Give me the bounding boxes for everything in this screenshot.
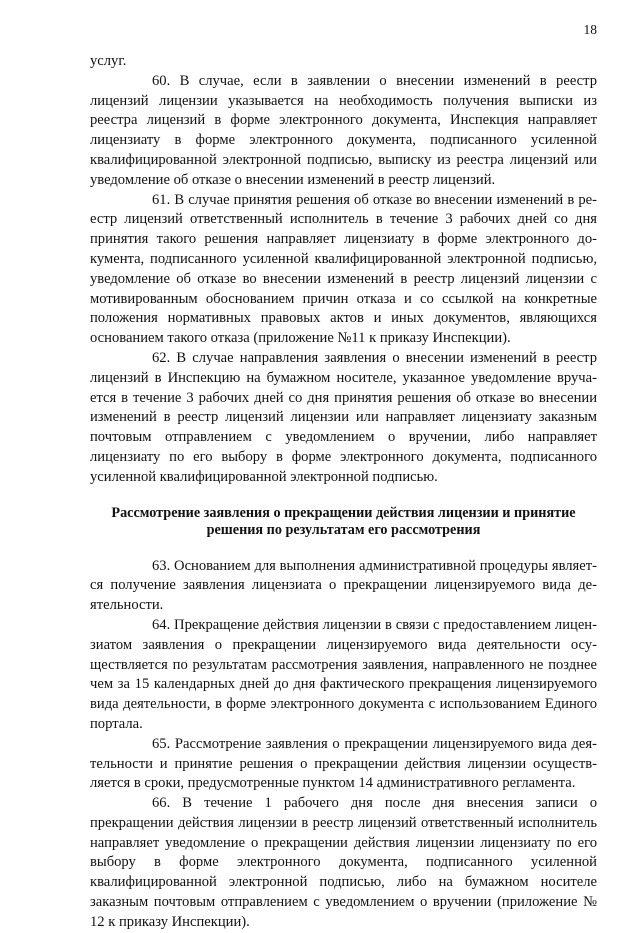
paragraph-63: 63. Основанием для выполнения административной процедуры является получение заявления лицензиата о прекращении лицензируемого вида деятельности. [90, 557, 597, 614]
paragraph-65: 65. Рассмотрение заявления о прекращении лицензируемого вида деятельности и принятие решения о прекращении действия лицензии осуществляется в сроки, предусмотренные пунктом 14 административного регламента. [90, 735, 597, 792]
paragraph-60: 60. В случае, если в заявлении о внесении изменений в реестр лицензий лицензии указывается на необходимость получения выписки из реестра лицензий в форме электронного документа, Инспекция направляет лицензиату в форме электронного документа, подписанного усиленной квалифицированной электронной подписью, выписку из реестра лицензий или уведомление об отказе о внесении изменений в реестр лицензий. [90, 72, 597, 188]
paragraph-66: 66. В течение 1 рабочего дня после дня внесения записи о прекращении действия лицензии в реестр лицензий ответственный исполнитель направляет уведомление о прекращении действия лицензии лицензиату по его выбору в форме электронного документа, подписанного усиленной квалифицированной электронной подписью, либо на бумажном носителе заказным почтовым отправлением с уведомлением о вручении (приложение № 12 к приказу Инспекции). [90, 795, 597, 930]
paragraph-61: 61. В случае принятия решения об отказе во внесении изменений в реестр лицензий ответственный исполнитель в течение 3 рабочих дней со дня принятия такого решения направляет лицензиату в форме электронного документа, подписанного усиленной квалифицированной электронной подписью, уведомление об отказе во внесении изменений в реестр лицензий лицензии с мотивированным обоснованием причин отказа и со ссылкой на конкретные положения нормативных правовых актов и иных документов, являющихся основанием такого отказа (приложение №11 к приказу Инспекции). [90, 191, 597, 347]
paragraph-64: 64. Прекращение действия лицензии в связи с предоставлением лицензиатом заявления о прекращении лицензируемого вида деятельности осуществляется по результатам рассмотрения заявления, направленного не позднее чем за 15 календарных дней до дня фактического прекращения лицензируемого вида деятельности, в форме электронного документа с использованием Единого портала. [90, 616, 597, 732]
paragraph-62: 62. В случае направления заявления о внесении изменений в реестр лицензий в Инспекцию на бумажном носителе, указанное уведомление вручается в течение 3 рабочих дней со дня принятия решения об отказе во внесении изменений в реестр лицензий лицензии или направляет лицензиату заказным почтовым отправлением с уведомлением о вручении, либо направляет лицензиату по его выбору в форме электронного документа, подписанного усиленной квалифицированной электронной подписью. [90, 349, 597, 485]
document-body [90, 52, 597, 933]
page-number: 18 [583, 22, 597, 37]
section-heading: Рассмотрение заявления о прекращении действия лицензии и принятие решения по результатам его рассмотрения [111, 504, 576, 538]
paragraph-continuation: услуг. [90, 53, 127, 69]
